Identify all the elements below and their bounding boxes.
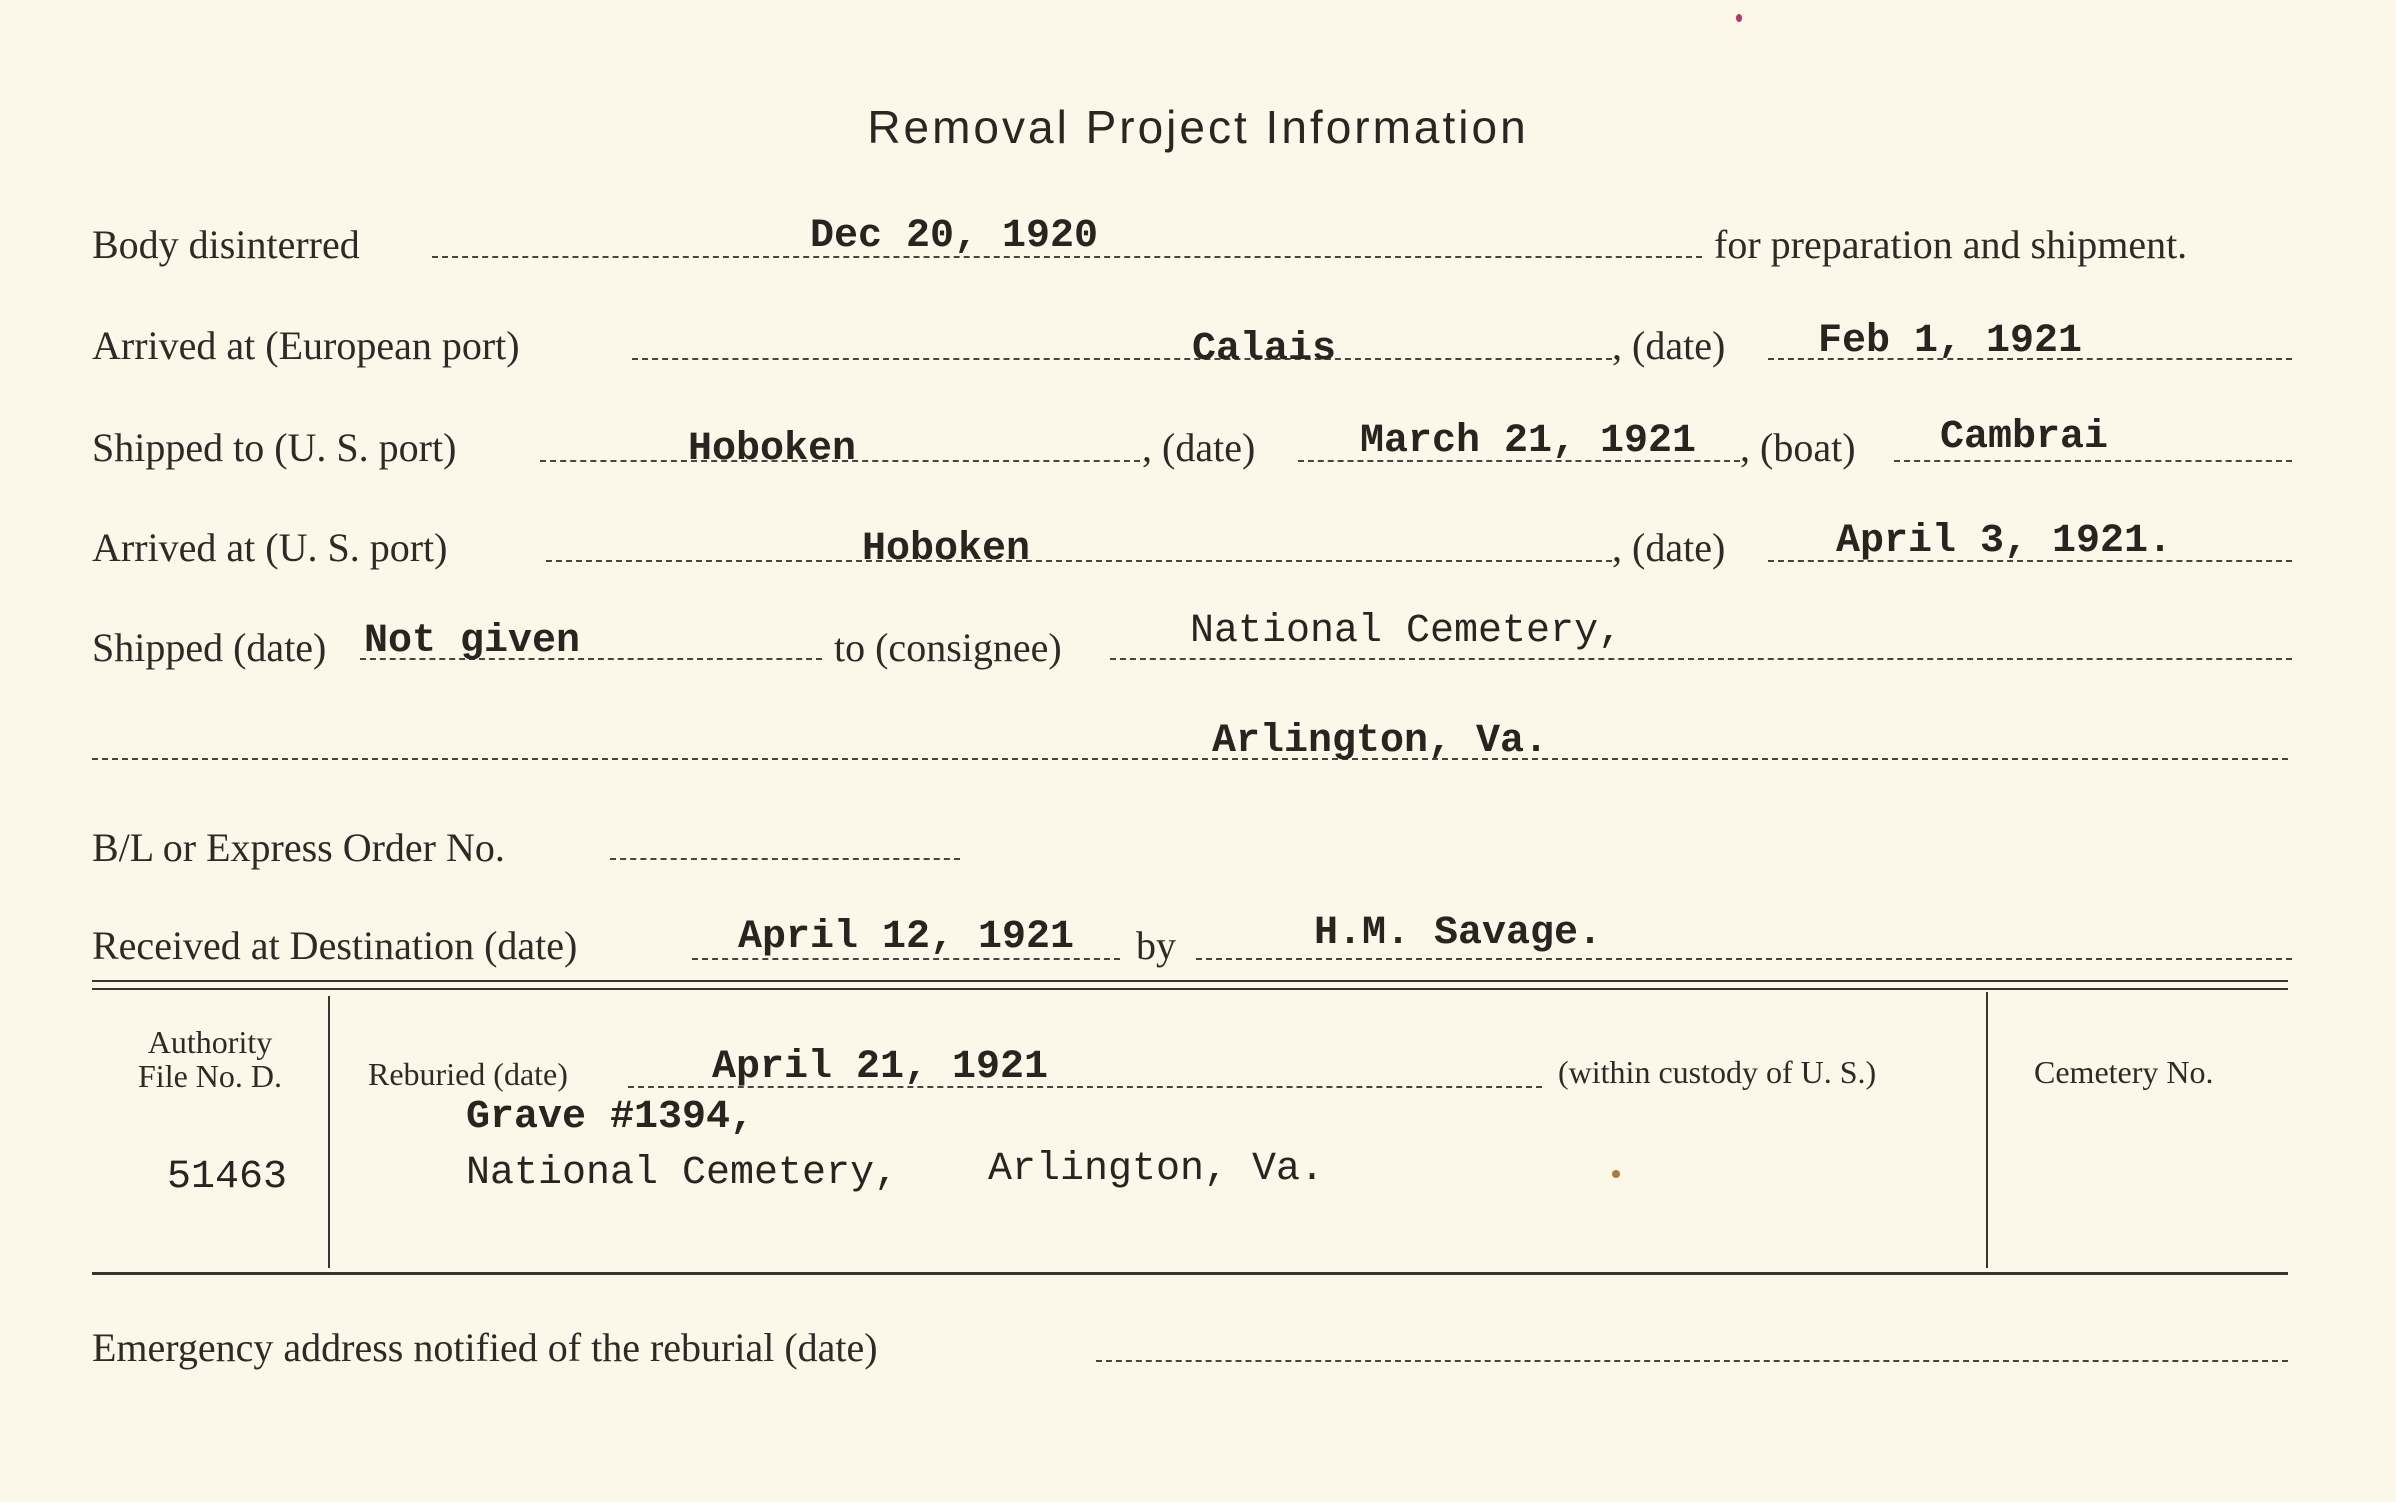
cemetery-no-label: Cemetery No.: [2034, 1054, 2214, 1090]
card-title-text: Removal Project Information: [867, 101, 1529, 153]
shipped-us-boat-line: [1894, 460, 2292, 462]
shipped-us-date-label: , (date): [1142, 425, 1256, 470]
authority-label: Authority: [147, 1024, 273, 1060]
consignee-line-1: [1110, 658, 2292, 660]
reburied-date: April 21, 1921: [712, 1045, 1049, 1090]
ink-mark: [1736, 14, 1742, 22]
consignee-label: to (consignee): [834, 625, 1062, 670]
disinterred-suffix: for preparation and shipment.: [1714, 222, 2188, 267]
custody-note: (within custody of U. S.): [1558, 1054, 1877, 1090]
reburial-place: Arlington, Va.: [988, 1147, 1325, 1192]
shipped-label: Shipped (date): [92, 625, 327, 670]
arrived-us-date: April 3, 1921.: [1836, 519, 2173, 564]
box-top-rule-1: [92, 980, 2288, 982]
arrived-eu-port-line: [632, 358, 1612, 360]
received-date: April 12, 1921: [738, 915, 1075, 960]
received-by: H.M. Savage.: [1314, 911, 1603, 956]
arrived-us-label: Arrived at (U. S. port): [92, 525, 448, 570]
disinterred-date: Dec 20, 1920: [810, 214, 1099, 259]
shipped-us-boat: Cambrai: [1940, 415, 2109, 460]
consignee-place: Arlington, Va.: [1212, 719, 1549, 764]
shipped-us-boat-label: , (boat): [1740, 425, 1856, 470]
file-number: 51463: [166, 1155, 288, 1200]
bl-label: B/L or Express Order No.: [92, 825, 505, 870]
arrived-eu-port: Calais: [1192, 327, 1337, 372]
reburied-label: Reburied (date): [368, 1056, 568, 1092]
arrived-eu-label: Arrived at (European port): [92, 323, 520, 368]
consignee-name: National Cemetery,: [1190, 609, 1623, 654]
received-label: Received at Destination (date): [92, 923, 578, 968]
bl-line: [610, 858, 960, 860]
arrived-us-date-label: , (date): [1612, 525, 1726, 570]
received-by-line: [1196, 958, 2292, 960]
ink-spot: [1612, 1170, 1620, 1178]
reburial-cemetery: National Cemetery,: [466, 1151, 899, 1196]
arrived-eu-date: Feb 1, 1921: [1818, 319, 2083, 364]
file-no-label: File No. D.: [138, 1058, 282, 1094]
box-divider-left: [328, 996, 330, 1268]
box-bottom-rule: [92, 1272, 2288, 1275]
arrived-eu-date-label: , (date): [1612, 323, 1726, 368]
disinterred-label: Body disinterred: [92, 222, 360, 267]
consignee-line-2: [92, 758, 2288, 760]
emergency-line: [1096, 1360, 2288, 1362]
arrived-us-port: Hoboken: [862, 527, 1031, 572]
received-by-label: by: [1136, 923, 1176, 968]
shipped-us-port: Hoboken: [688, 427, 857, 472]
box-top-rule-2: [92, 988, 2288, 990]
emergency-label: Emergency address notified of the reburial (date): [92, 1325, 878, 1370]
arrived-us-port-line: [546, 560, 1612, 562]
shipped-us-label: Shipped to (U. S. port): [92, 425, 457, 470]
shipped-date: Not given: [364, 619, 581, 664]
shipped-us-date: March 21, 1921: [1360, 419, 1697, 464]
box-divider-right: [1986, 992, 1988, 1268]
card-title: [0, 100, 2396, 154]
grave-number: Grave #1394,: [466, 1095, 755, 1140]
